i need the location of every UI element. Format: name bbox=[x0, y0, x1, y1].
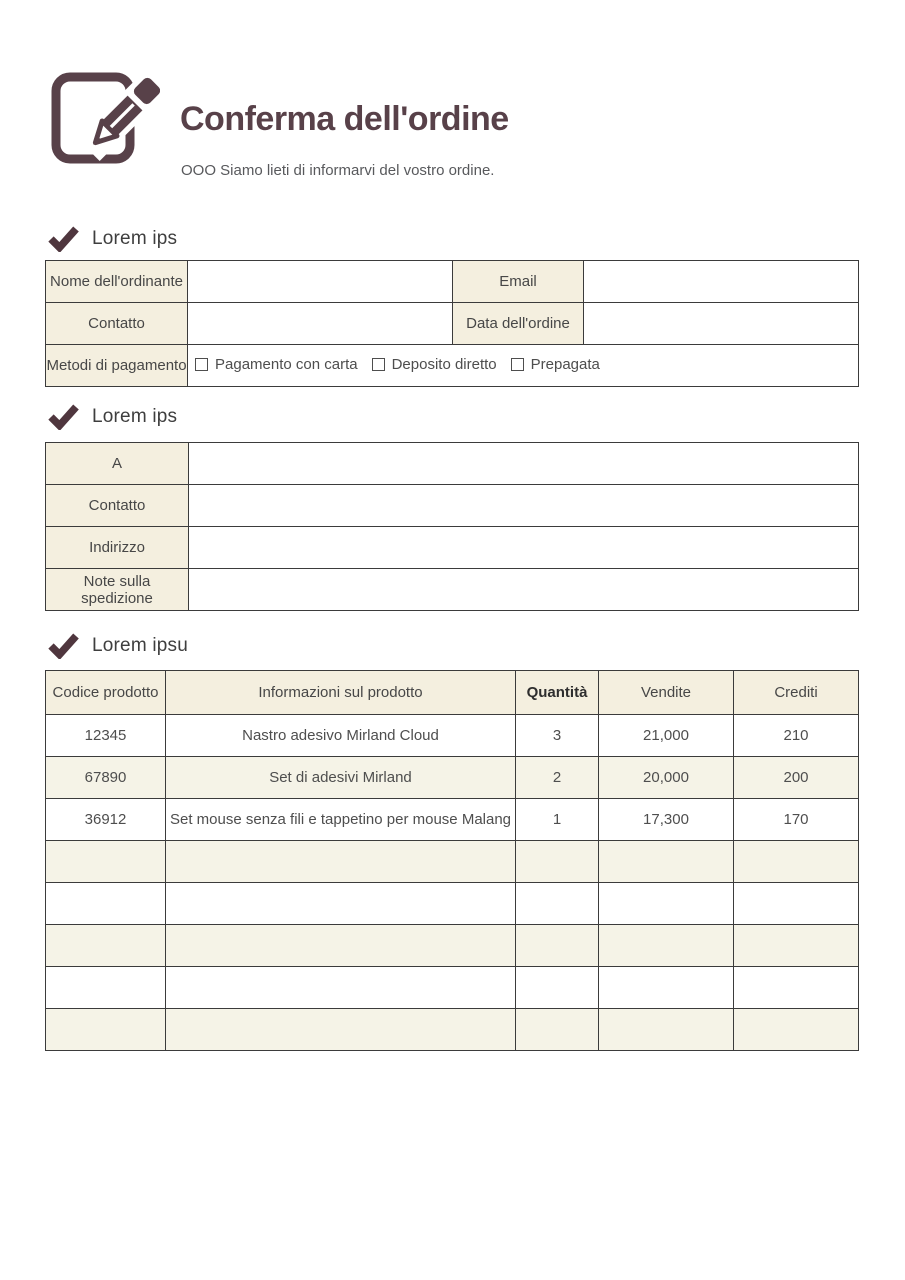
quantity-cell[interactable] bbox=[516, 967, 599, 1009]
table-row bbox=[46, 569, 859, 611]
table-row bbox=[46, 883, 859, 925]
section-heading-label: Lorem ipsu bbox=[92, 635, 188, 656]
section-heading-shipping-info bbox=[48, 404, 177, 430]
email-field[interactable] bbox=[584, 261, 859, 303]
product-info-cell[interactable] bbox=[166, 967, 516, 1009]
product-code-cell[interactable] bbox=[46, 883, 166, 925]
contact-field[interactable] bbox=[188, 303, 453, 345]
checkbox-icon[interactable] bbox=[372, 358, 385, 371]
col-header-product-code: Codice prodotto bbox=[46, 671, 166, 715]
product-info-cell[interactable] bbox=[166, 925, 516, 967]
shipping-notes-label: Note sulla spedizione bbox=[46, 569, 189, 611]
page-title: Conferma dell'ordine bbox=[180, 100, 509, 138]
order-info-table bbox=[45, 260, 859, 387]
payment-option-deposit[interactable] bbox=[372, 356, 497, 373]
col-header-credits: Crediti bbox=[734, 671, 859, 715]
credits-cell: 210 bbox=[734, 715, 859, 757]
section-heading-order-info bbox=[48, 226, 177, 252]
credits-cell[interactable] bbox=[734, 925, 859, 967]
table-row bbox=[46, 303, 859, 345]
product-code-cell[interactable] bbox=[46, 925, 166, 967]
recipient-field[interactable] bbox=[189, 443, 859, 485]
email-label: Email bbox=[453, 261, 584, 303]
products-table bbox=[45, 670, 859, 1051]
contact-label: Contatto bbox=[46, 485, 189, 527]
quantity-cell: 1 bbox=[516, 799, 599, 841]
col-header-quantity: Quantità bbox=[516, 671, 599, 715]
orderer-name-field[interactable] bbox=[188, 261, 453, 303]
checkbox-icon[interactable] bbox=[511, 358, 524, 371]
col-header-sales: Vendite bbox=[599, 671, 734, 715]
orderer-name-label: Nome dell'ordinante bbox=[46, 261, 188, 303]
pencil-square-icon bbox=[46, 68, 160, 164]
credits-cell: 170 bbox=[734, 799, 859, 841]
product-code-cell: 12345 bbox=[46, 715, 166, 757]
product-code-cell[interactable] bbox=[46, 1009, 166, 1051]
table-row bbox=[46, 967, 859, 1009]
product-info-cell: Nastro adesivo Mirland Cloud bbox=[166, 715, 516, 757]
payment-option-prepaid[interactable] bbox=[511, 356, 600, 373]
sales-cell: 17,300 bbox=[599, 799, 734, 841]
address-label: Indirizzo bbox=[46, 527, 189, 569]
payment-option-label: Prepagata bbox=[530, 356, 600, 373]
table-row bbox=[46, 715, 859, 757]
product-info-cell[interactable] bbox=[166, 1009, 516, 1051]
address-field[interactable] bbox=[189, 527, 859, 569]
order-date-field[interactable] bbox=[584, 303, 859, 345]
product-info-cell: Set di adesivi Mirland bbox=[166, 757, 516, 799]
table-row bbox=[46, 527, 859, 569]
contact-field[interactable] bbox=[189, 485, 859, 527]
table-row bbox=[46, 1009, 859, 1051]
table-row bbox=[46, 345, 859, 387]
credits-cell: 200 bbox=[734, 757, 859, 799]
table-row bbox=[46, 757, 859, 799]
section-heading-products bbox=[48, 633, 188, 659]
credits-cell[interactable] bbox=[734, 1009, 859, 1051]
payment-methods-field bbox=[188, 345, 859, 387]
table-row bbox=[46, 799, 859, 841]
payment-option-card[interactable] bbox=[195, 356, 358, 373]
sales-cell: 21,000 bbox=[599, 715, 734, 757]
sales-cell[interactable] bbox=[599, 841, 734, 883]
table-row bbox=[46, 261, 859, 303]
product-code-cell[interactable] bbox=[46, 967, 166, 1009]
payment-option-label: Pagamento con carta bbox=[215, 356, 358, 373]
quantity-cell[interactable] bbox=[516, 883, 599, 925]
section-heading-label: Lorem ips bbox=[92, 406, 178, 427]
product-code-cell[interactable] bbox=[46, 841, 166, 883]
sales-cell[interactable] bbox=[599, 883, 734, 925]
product-info-cell: Set mouse senza fili e tappetino per mouse Malang bbox=[166, 799, 516, 841]
quantity-cell[interactable] bbox=[516, 1009, 599, 1051]
page-subtitle: OOO Siamo lieti di informarvi del vostro ordine. bbox=[181, 162, 495, 179]
col-header-product-info: Informazioni sul prodotto bbox=[166, 671, 516, 715]
contact-label: Contatto bbox=[46, 303, 188, 345]
payment-option-label: Deposito diretto bbox=[391, 356, 497, 373]
payment-methods-label: Metodi di pagamento bbox=[46, 345, 188, 387]
credits-cell[interactable] bbox=[734, 967, 859, 1009]
product-info-cell[interactable] bbox=[166, 883, 516, 925]
table-row bbox=[46, 485, 859, 527]
product-info-cell[interactable] bbox=[166, 841, 516, 883]
table-row bbox=[46, 841, 859, 883]
checkmark-icon bbox=[48, 633, 79, 659]
quantity-cell: 2 bbox=[516, 757, 599, 799]
table-row bbox=[46, 925, 859, 967]
section-heading-label: Lorem ips bbox=[92, 228, 178, 249]
sales-cell[interactable] bbox=[599, 1009, 734, 1051]
sales-cell: 20,000 bbox=[599, 757, 734, 799]
checkmark-icon bbox=[48, 226, 79, 252]
quantity-cell[interactable] bbox=[516, 925, 599, 967]
sales-cell[interactable] bbox=[599, 925, 734, 967]
product-code-cell: 36912 bbox=[46, 799, 166, 841]
order-date-label: Data dell'ordine bbox=[453, 303, 584, 345]
checkbox-icon[interactable] bbox=[195, 358, 208, 371]
checkmark-icon bbox=[48, 404, 79, 430]
shipping-notes-field[interactable] bbox=[189, 569, 859, 611]
table-row bbox=[46, 443, 859, 485]
quantity-cell: 3 bbox=[516, 715, 599, 757]
sales-cell[interactable] bbox=[599, 967, 734, 1009]
shipping-info-table bbox=[45, 442, 859, 611]
product-code-cell: 67890 bbox=[46, 757, 166, 799]
credits-cell[interactable] bbox=[734, 841, 859, 883]
recipient-label: A bbox=[46, 443, 189, 485]
credits-cell[interactable] bbox=[734, 883, 859, 925]
quantity-cell[interactable] bbox=[516, 841, 599, 883]
table-header-row bbox=[46, 671, 859, 715]
